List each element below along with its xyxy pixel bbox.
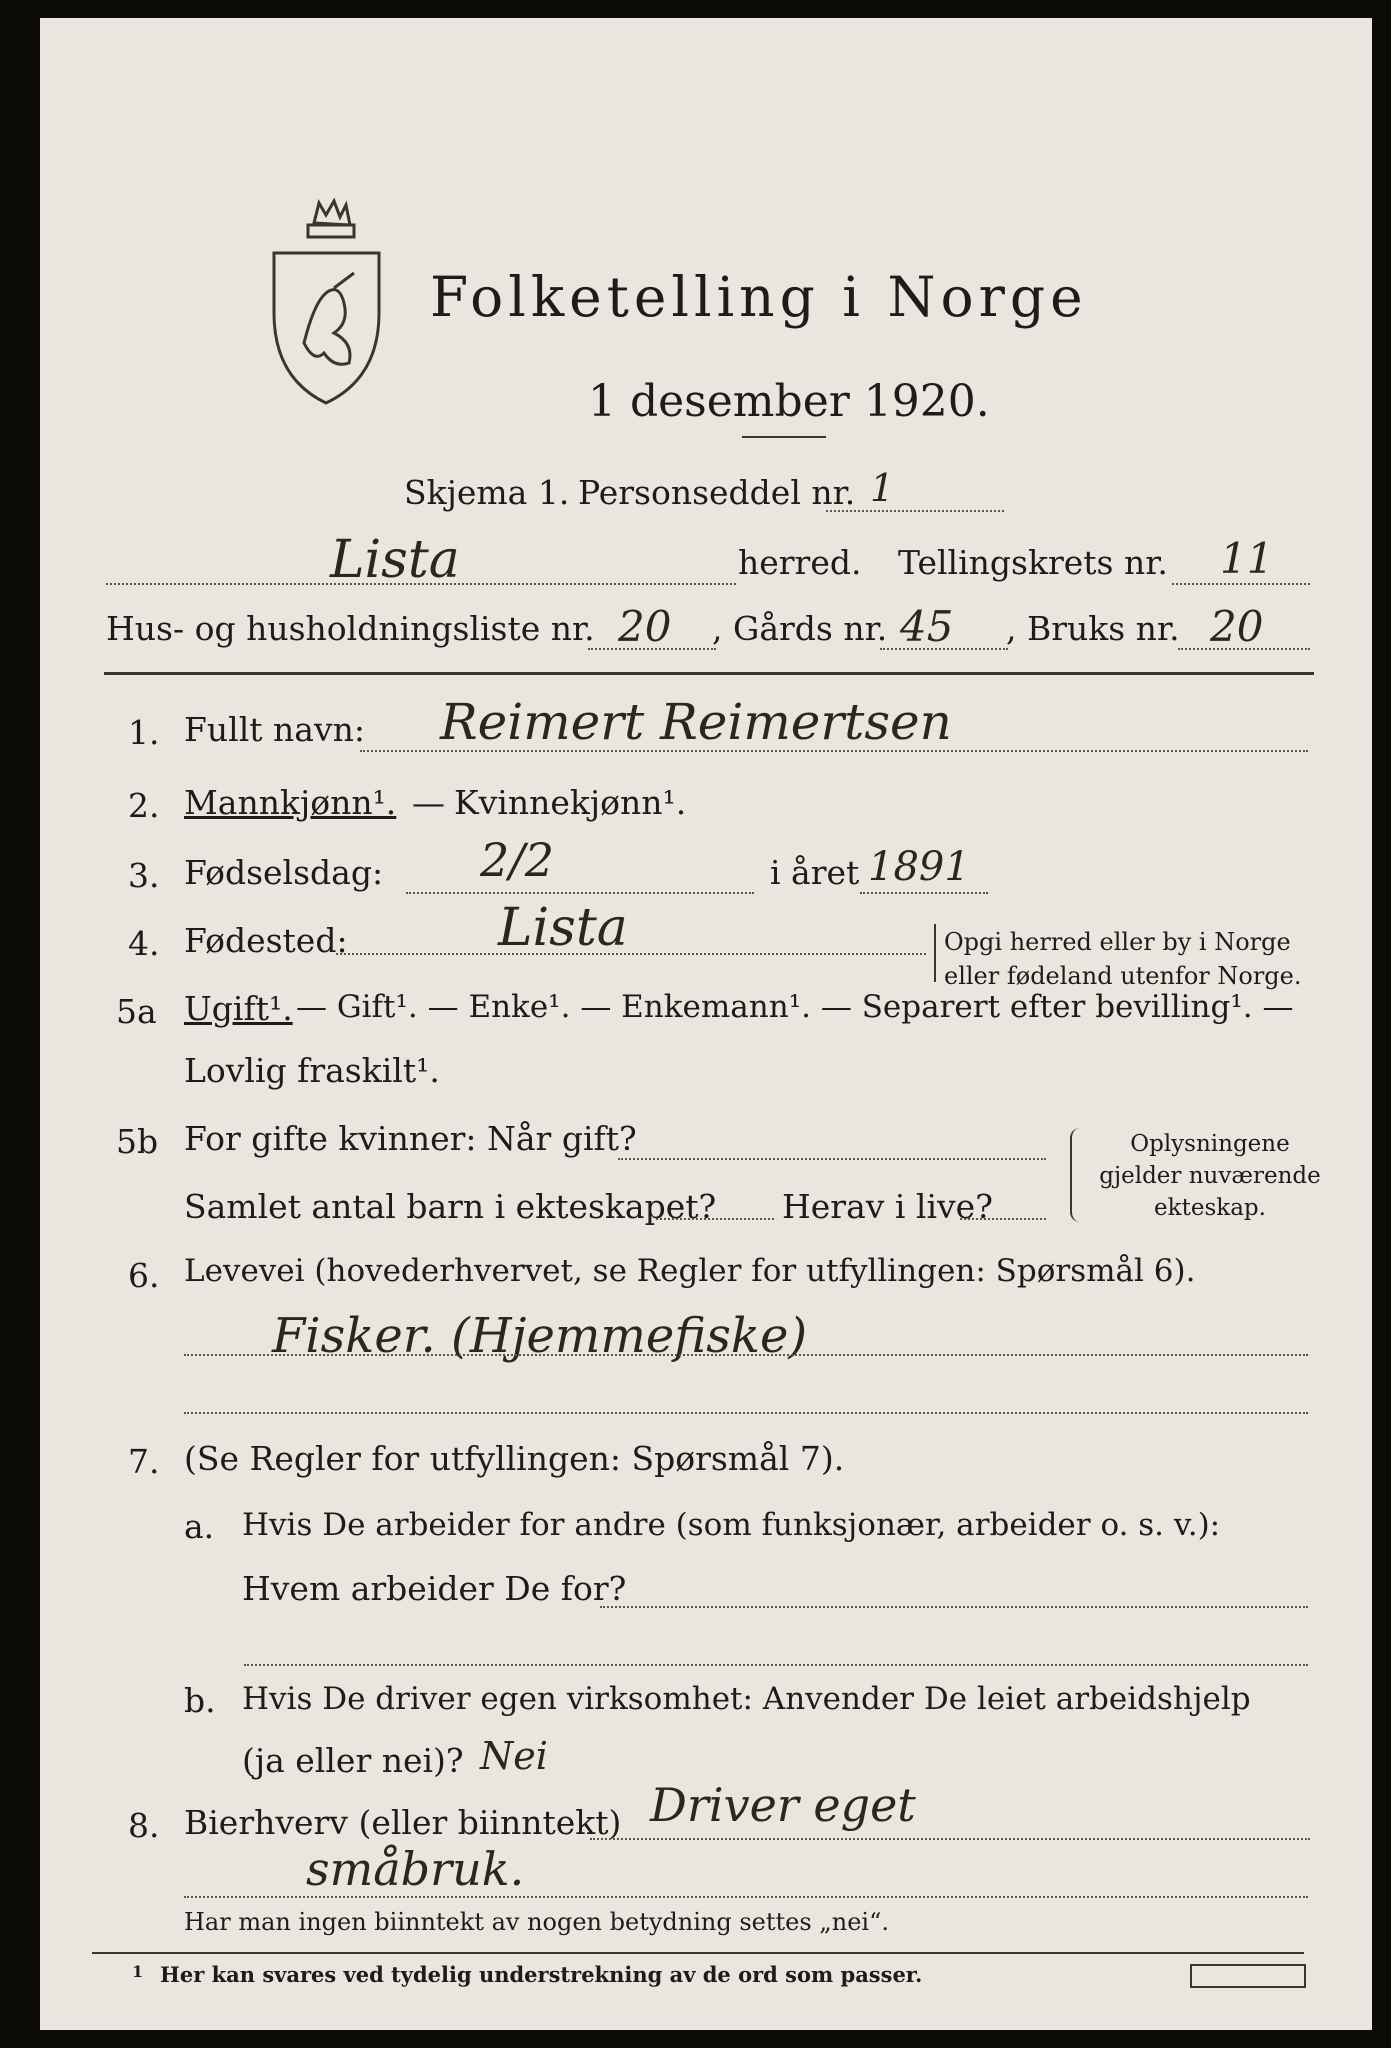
q4-note-line1: Opgi herred eller by i Norge bbox=[944, 928, 1291, 956]
q2-number: 2. bbox=[128, 786, 160, 825]
q4-value: Lista bbox=[498, 898, 628, 958]
q5b-line3 bbox=[960, 1218, 1046, 1220]
q6-value: Fisker. (Hjemmefiske) bbox=[272, 1308, 808, 1364]
q7b-question: (ja eller nei)? bbox=[242, 1741, 464, 1780]
q5b-number: 5b bbox=[116, 1122, 159, 1161]
q4-number: 4. bbox=[128, 924, 160, 963]
title-divider bbox=[742, 436, 826, 438]
q1-label: Fullt navn: bbox=[184, 710, 365, 749]
census-date: 1 desember 1920. bbox=[588, 376, 990, 427]
gards-value: 45 bbox=[900, 602, 954, 651]
q3-year-line bbox=[860, 892, 988, 894]
q7b-text: Hvis De driver egen virksomhet: Anvender De leiet arbeidshjelp bbox=[242, 1681, 1251, 1717]
tellingskrets-line bbox=[1172, 583, 1310, 585]
q5b-line2 bbox=[656, 1218, 774, 1220]
footnote-marker: 1 bbox=[132, 1962, 144, 1981]
q3-year-value: 1891 bbox=[868, 844, 970, 890]
q4-note-brace bbox=[934, 924, 940, 982]
footnote-text: Her kan svares ved tydelig understrekning av de ord som passer. bbox=[160, 1962, 923, 1987]
footnote-divider bbox=[92, 1952, 1304, 1954]
q4-line bbox=[336, 953, 926, 955]
tellingskrets-value: 11 bbox=[1220, 534, 1274, 583]
personseddel-line bbox=[826, 510, 1004, 512]
q8-note: Har man ingen biinntekt av nogen betydning settes „nei“. bbox=[184, 1908, 889, 1936]
header-divider bbox=[104, 672, 1314, 675]
gards-label: , Gårds nr. bbox=[712, 609, 888, 648]
bruks-label: , Bruks nr. bbox=[1006, 609, 1180, 648]
q2-female: Kvinnekjønn¹. bbox=[454, 783, 687, 822]
q5b-note-line2: gjelder nuværende bbox=[1099, 1163, 1321, 1189]
herred-label: herred. bbox=[738, 543, 862, 582]
q5b-note-line3: ekteskap. bbox=[1154, 1195, 1266, 1221]
q5b-line1 bbox=[618, 1158, 1046, 1160]
q7a-letter: a. bbox=[184, 1507, 215, 1546]
q3-value: 2/2 bbox=[480, 833, 555, 887]
hus-label: Hus- og husholdningsliste nr. bbox=[106, 609, 595, 648]
q3-number: 3. bbox=[128, 856, 160, 895]
herred-value: Lista bbox=[330, 530, 460, 590]
q7a-text: Hvis De arbeider for andre (som funksjonær, arbeider o. s. v.): bbox=[242, 1507, 1221, 1543]
q5b-label3: Herav i live? bbox=[782, 1187, 993, 1226]
q1-value: Reimert Reimertsen bbox=[440, 693, 952, 751]
q6-line2 bbox=[184, 1412, 1308, 1414]
q7a-line1 bbox=[600, 1606, 1308, 1608]
q7a-line2 bbox=[244, 1664, 1308, 1666]
bruks-value: 20 bbox=[1210, 602, 1264, 651]
q5a-ugift: Ugift¹. bbox=[184, 989, 293, 1028]
q7b-letter: b. bbox=[184, 1681, 216, 1720]
q8-value2: småbruk. bbox=[306, 1842, 525, 1896]
q5b-label1: For gifte kvinner: Når gift? bbox=[184, 1119, 637, 1158]
census-form bbox=[40, 18, 1372, 2030]
q7-label: (Se Regler for utfyllingen: Spørsmål 7). bbox=[184, 1439, 845, 1478]
q3-line bbox=[406, 892, 754, 894]
q1-number: 1. bbox=[128, 713, 160, 752]
q8-line2 bbox=[184, 1896, 1308, 1898]
personseddel-value: 1 bbox=[870, 466, 895, 510]
q8-value1: Driver eget bbox=[650, 1778, 916, 1832]
herred-line bbox=[106, 583, 736, 585]
q5a-number: 5a bbox=[116, 992, 157, 1031]
q4-label: Fødested: bbox=[184, 921, 348, 960]
q2-male: Mannkjønn¹. bbox=[184, 783, 397, 822]
q5a-line2: Lovlig fraskilt¹. bbox=[184, 1051, 440, 1090]
q3-label: Fødselsdag: bbox=[184, 853, 384, 892]
q7a-question: Hvem arbeider De for? bbox=[242, 1569, 627, 1608]
q8-label: Bierhverv (eller biinntekt) bbox=[184, 1803, 622, 1842]
q2-separator: — bbox=[412, 783, 445, 822]
q5b-note-line1: Oplysningene bbox=[1130, 1131, 1290, 1157]
q8-line1 bbox=[590, 1838, 1310, 1840]
q5a-options: — Gift¹. — Enke¹. — Enkemann¹. — Separert efter bevilling¹. — bbox=[296, 989, 1294, 1025]
coat-of-arms-icon bbox=[264, 193, 389, 408]
printer-stamp bbox=[1190, 1964, 1306, 1988]
q6-number: 6. bbox=[128, 1256, 160, 1295]
personseddel-label: Personseddel nr. bbox=[578, 473, 856, 512]
q6-label: Levevei (hovederhvervet, se Regler for utfyllingen: Spørsmål 6). bbox=[184, 1253, 1196, 1289]
skjema-label: Skjema 1. bbox=[404, 473, 570, 512]
q7-number: 7. bbox=[128, 1442, 160, 1481]
q7b-value: Nei bbox=[480, 1734, 548, 1778]
tellingskrets-label: Tellingskrets nr. bbox=[898, 543, 1168, 582]
q3-year-label: i året bbox=[770, 853, 860, 892]
hus-value: 20 bbox=[618, 602, 672, 651]
q6-line1 bbox=[184, 1354, 1308, 1356]
q5b-label2: Samlet antal barn i ekteskapet? bbox=[184, 1187, 717, 1226]
q4-note-line2: eller fødeland utenfor Norge. bbox=[944, 962, 1302, 990]
q5b-note-brace bbox=[1070, 1128, 1086, 1222]
page-title: Folketelling i Norge bbox=[430, 265, 1088, 329]
q8-number: 8. bbox=[128, 1806, 160, 1845]
